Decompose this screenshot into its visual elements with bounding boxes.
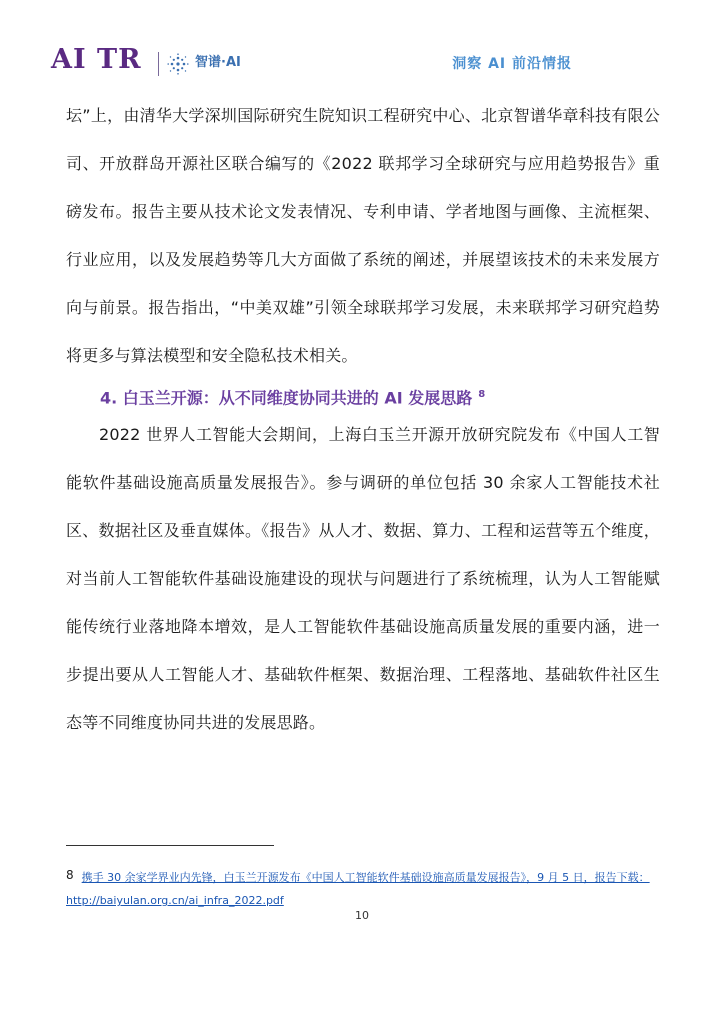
section-heading-text: 4. 白玉兰开源：从不同维度协同共进的 AI 发展思路 (100, 388, 473, 408)
footnote-link[interactable]: 携手 30 余家学界业内先锋，白玉兰开源发布《中国人工智能软件基础设施高质量发展报告》，9 月 5 日，报告下载：http://baiyulan.org.cn/ai_infra_2022.pdf (66, 871, 650, 907)
header-tagline: 洞察 AI 前沿情报 (452, 56, 572, 72)
footnote-reference[interactable]: 8 (478, 389, 486, 400)
zhipu-ai-logo-text: 智谱·AI (195, 55, 241, 70)
page-header (0, 0, 724, 90)
dot-cluster-icon (167, 53, 189, 75)
section-heading (100, 383, 485, 410)
page-number: 10 (355, 909, 369, 922)
footnote (66, 864, 660, 912)
footnote-number: 8 (66, 868, 74, 882)
footnote-divider (66, 845, 274, 846)
body-paragraph-2: 2022 世界人工智能大会期间，上海白玉兰开源开放研究院发布《中国人工智能软件基础设施高质量发展报告》。参与调研的单位包括 30 余家人工智能技术社区、数据社区及垂直媒体。《报告》从人才、数据、算力、工程和运营等五个维度，对当前人工智能软件基础设施建设的现状与问题进行了系统梳理，认为人工智能赋能传统行业落地降本增效，是人工智能软件基础设施高质量发展的重要内涵，进一步提出要从人工智能人才、基础软件框架、数据治理、工程落地、基础软件社区生态等不同维度协同共进的发展思路。 (66, 425, 660, 732)
body-paragraph-1: 坛”上，由清华大学深圳国际研究生院知识工程研究中心、北京智谱华章科技有限公司、开放群岛开源社区联合编写的《2022 联邦学习全球研究与应用趋势报告》重磅发布。报告主要从技术论文发表情况、专利申请、学者地图与画像、主流框架、行业应用，以及发展趋势等几大方面做了系统的阐述，并展望该技术的未来发展方向与前景。报告指出，“中美双雄”引领全球联邦学习发展，未来联邦学习研究趋势将更多与算法模型和安全隐私技术相关。 (66, 106, 660, 365)
aitr-logo: AI TR (51, 44, 142, 75)
logo-divider (158, 52, 159, 76)
